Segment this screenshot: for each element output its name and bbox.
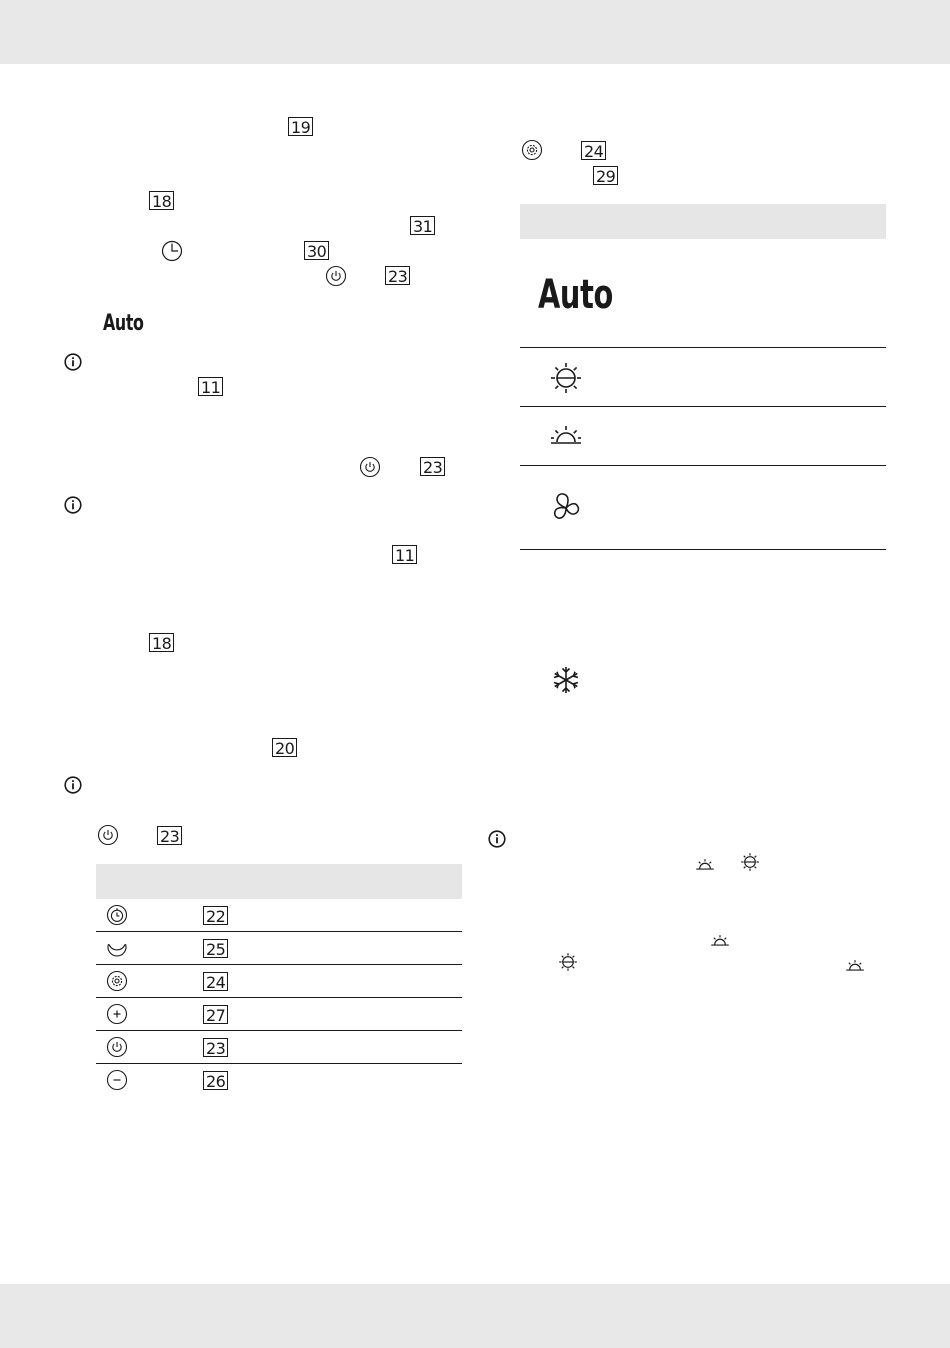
sunrise-icon xyxy=(845,959,865,973)
ref-24: 24 xyxy=(581,141,606,160)
row-divider xyxy=(520,465,886,466)
sunrise-icon xyxy=(710,934,730,948)
row-divider xyxy=(96,1030,462,1031)
ref-23: 23 xyxy=(420,457,445,476)
ref-23: 23 xyxy=(385,266,410,285)
info-icon xyxy=(64,353,82,371)
mode-icon xyxy=(106,970,128,992)
power-icon xyxy=(325,265,347,287)
row-divider xyxy=(96,964,462,965)
plus-icon xyxy=(106,1003,128,1025)
info-icon xyxy=(64,776,82,794)
mode-icon xyxy=(521,139,543,161)
ref-20: 20 xyxy=(272,738,297,757)
bottom-band xyxy=(0,1284,950,1348)
ref-18: 18 xyxy=(149,633,174,652)
ref-23: 23 xyxy=(203,1038,228,1057)
top-band xyxy=(0,0,950,64)
ref-11: 11 xyxy=(198,377,223,396)
auto-mode-label: Auto xyxy=(538,272,613,318)
sun-icon xyxy=(558,952,578,972)
ref-18: 18 xyxy=(149,191,174,210)
ref-23: 23 xyxy=(157,826,182,845)
ref-31: 31 xyxy=(410,216,435,235)
timer-icon xyxy=(106,904,128,926)
row-divider xyxy=(96,997,462,998)
ref-25: 25 xyxy=(203,939,228,958)
button-table-header xyxy=(96,864,462,899)
ref-30: 30 xyxy=(304,241,329,260)
swing-icon xyxy=(106,937,128,959)
info-icon xyxy=(64,496,82,514)
power-icon xyxy=(359,456,381,478)
ref-11: 11 xyxy=(392,545,417,564)
ref-19: 19 xyxy=(288,117,313,136)
row-divider xyxy=(520,406,886,407)
auto-label: Auto xyxy=(103,311,144,336)
ref-24: 24 xyxy=(203,972,228,991)
info-icon xyxy=(488,830,506,848)
ref-22: 22 xyxy=(203,906,228,925)
ref-26: 26 xyxy=(203,1071,228,1090)
fan-icon xyxy=(549,491,583,525)
snowflake-icon xyxy=(551,665,581,695)
row-divider xyxy=(520,347,886,348)
sun-icon xyxy=(740,852,760,872)
ref-27: 27 xyxy=(203,1005,228,1024)
sun-icon xyxy=(549,361,583,395)
row-divider xyxy=(520,549,886,550)
sunrise-icon xyxy=(549,424,583,448)
ref-29: 29 xyxy=(593,166,618,185)
row-divider xyxy=(96,1063,462,1064)
clock-icon xyxy=(161,240,183,262)
mode-table-header xyxy=(520,204,886,239)
power-icon xyxy=(97,824,119,846)
sunrise-icon xyxy=(695,858,715,872)
row-divider xyxy=(96,931,462,932)
minus-icon xyxy=(106,1069,128,1091)
power-icon xyxy=(106,1036,128,1058)
